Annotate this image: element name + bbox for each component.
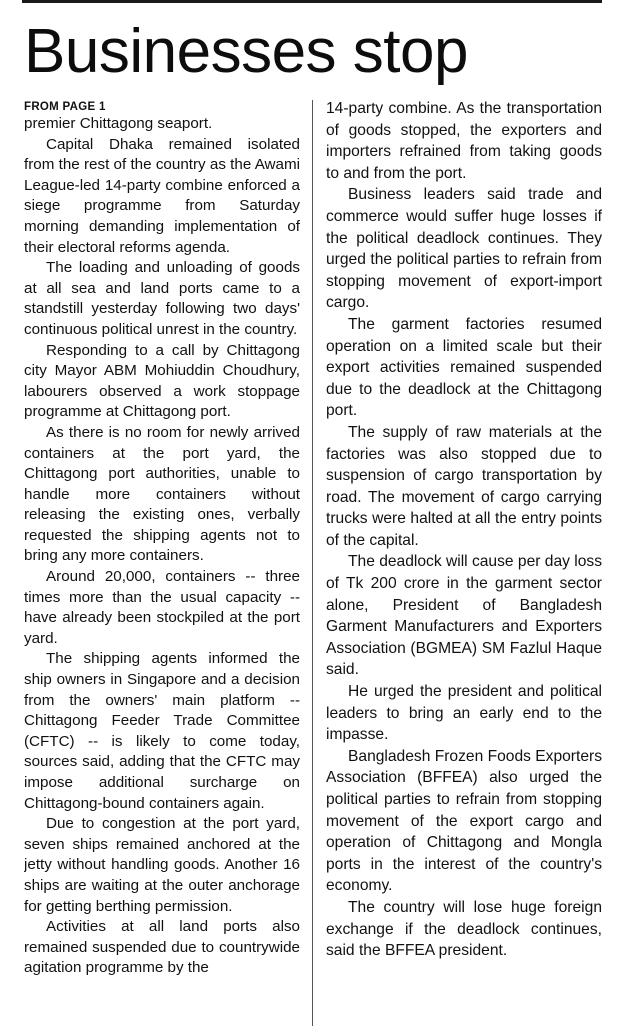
- paragraph: Due to congestion at the port yard, seven ships remained anchored at the jetty without handling goods. Another 16 ships are waiting at the outer anchorage for getting berthing permission.: [24, 815, 300, 915]
- paragraph: Responding to a call by Chittagong city Mayor ABM Mohiuddin Choudhury, labourers observed a work stoppage programme at Chittagong port.: [24, 341, 300, 421]
- paragraph: 14-party combine. As the transportation of goods stopped, the exporters and importers refrained from taking goods to and from the port.: [326, 100, 602, 182]
- paragraph: As there is no room for newly arrived containers at the port yard, the Chittagong port authorities, unable to handle more containers without releasing the existing ones, verbally requested the shipping agents not to bring any more containers.: [24, 423, 300, 565]
- paragraph: The deadlock will cause per day loss of Tk 200 crore in the garment sector alone, President of Bangladesh Garment Manufacturers and Exporters Association (BGMEA) SM Fazlul Haque said.: [326, 553, 602, 679]
- paragraph: Capital Dhaka remained isolated from the rest of the country as the Awami League-led 14-party combine enforced a siege programme from Saturday morning demanding implementation of their electoral reforms agenda.: [24, 135, 300, 256]
- right-column: [326, 98, 602, 1030]
- paragraph: The shipping agents informed the ship owners in Singapore and a decision from the owners' main platform -- Chittagong Feeder Trade Committee (CFTC) -- is likely to come today, sources said, adding that the CFTC may impose additional surcharge on Chittagong-bound containers again.: [24, 650, 300, 812]
- left-column: [24, 100, 300, 1030]
- paragraph: The supply of raw materials at the factories was also stopped due to suspension of cargo transportation by road. The movement of cargo carrying trucks were halted at all the entry points of the capital.: [326, 423, 602, 549]
- continued-from-label: FROM PAGE 1: [24, 101, 106, 113]
- paragraph: Around 20,000, containers -- three times more than the usual capacity -- have already been stockpiled at the port yard.: [24, 568, 300, 647]
- paragraph: Business leaders said trade and commerce would suffer huge losses if the political deadlock continues. They urged the political parties to refrain from stopping movement of export-import cargo.: [326, 186, 602, 312]
- paragraph: The loading and unloading of goods at all sea and land ports came to a standstill yesterday following two days' continuous political unrest in the country.: [24, 259, 300, 338]
- paragraph: He urged the president and political leaders to bring an early end to the impasse.: [326, 683, 602, 744]
- paragraph: Activities at all land ports also remained suspended due to countrywide agitation programme by the: [24, 918, 300, 977]
- paragraph: The country will lose huge foreign exchange if the deadlock continues, said the BFFEA president.: [326, 898, 602, 960]
- column-divider: [312, 100, 313, 1026]
- paragraph: premier Chittagong seaport.: [24, 115, 213, 132]
- headline: Businesses stop: [24, 17, 468, 86]
- paragraph: The garment factories resumed operation on a limited scale but their export activities remained suspended due to the deadlock at the Chittagong port.: [326, 315, 602, 420]
- top-rule: [22, 0, 602, 3]
- paragraph: Bangladesh Frozen Foods Exporters Association (BFFEA) also urged the political parties to refrain from stopping movement of the export cargo and operation of Chittagong and Mongla ports in the interest of the country's economy.: [326, 747, 602, 895]
